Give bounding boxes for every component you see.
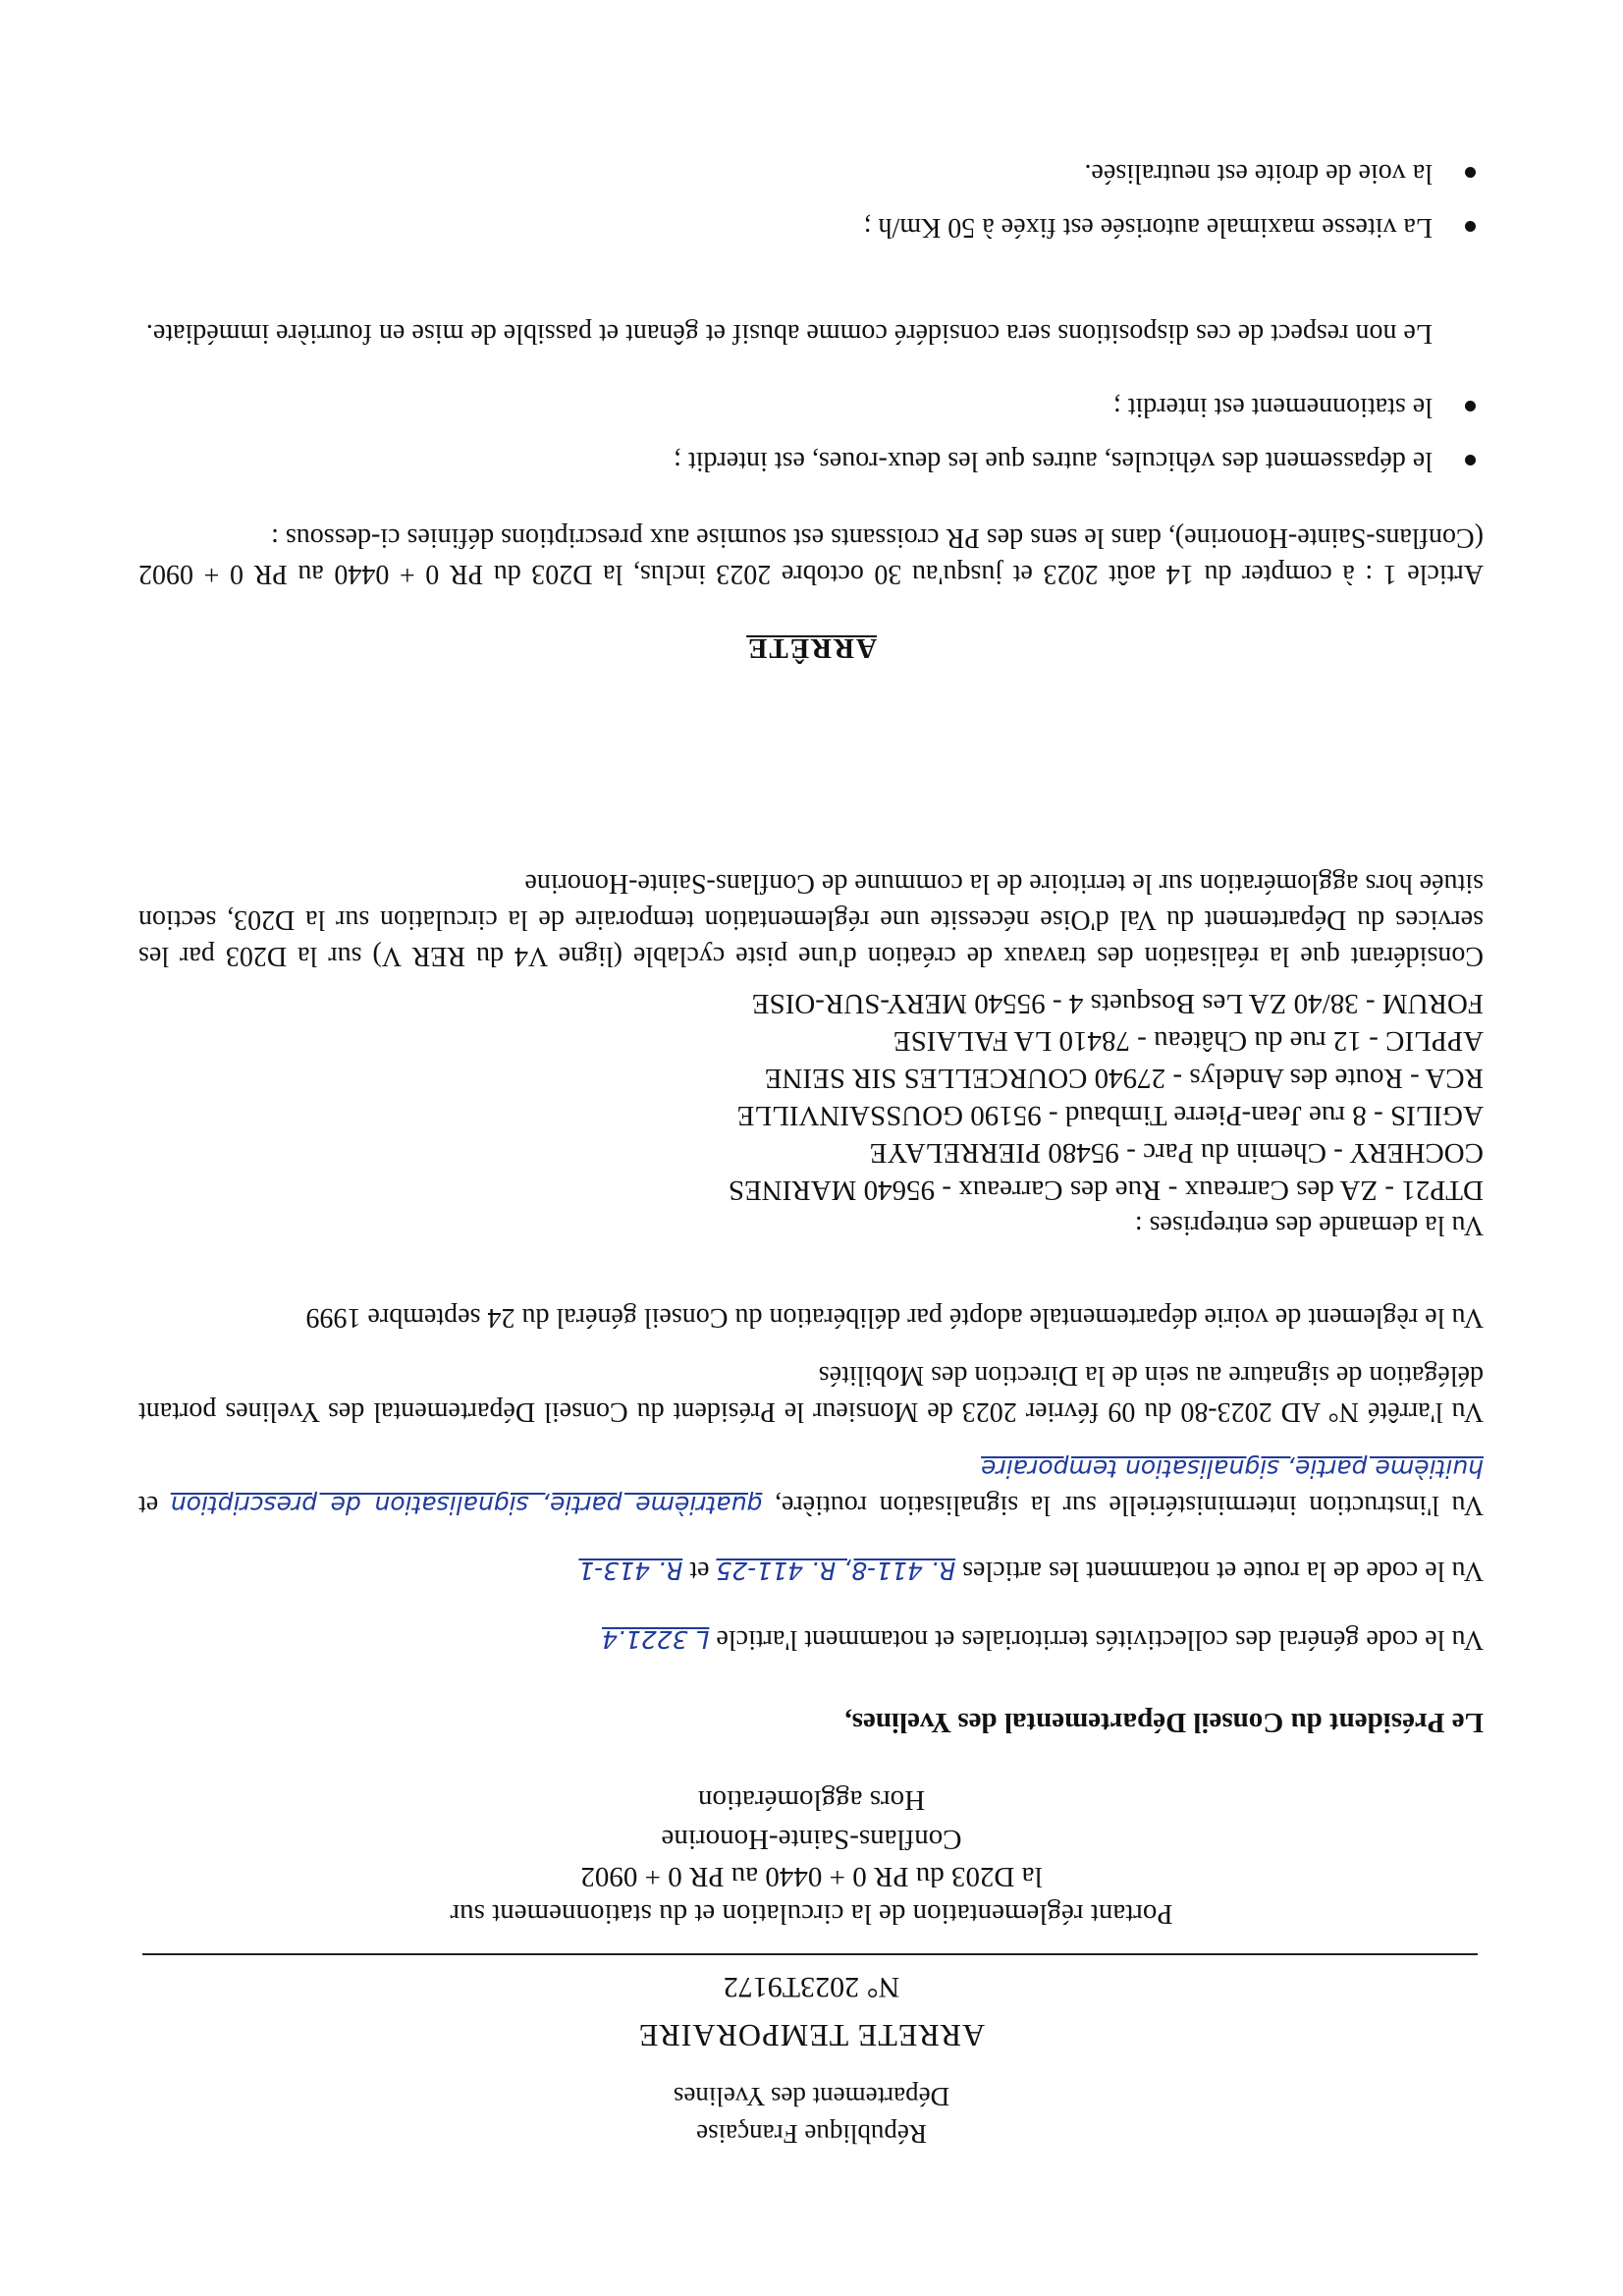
entreprise-line: APPLIC - 12 rue du Château - 78410 LA FALAISE <box>893 1025 1484 1057</box>
vu-instruction <box>138 1450 1484 1523</box>
handwritten-article-ref: L 3221.4 <box>602 1625 710 1654</box>
list-item-text: La vitesse maximale autorisée est fixée à 50 Km/h ; <box>863 212 1433 243</box>
bullet-icon <box>1465 167 1476 178</box>
vu-cgct <box>138 1621 1484 1658</box>
vu-route-text: Vu le code de la route et notamment les articles <box>955 1556 1484 1586</box>
title-line-1: Portant réglementation de la circulation et du stationnement sur <box>450 1898 1173 1930</box>
list-item-text: le dépassement des véhicules, autres que les deux-roues, est interdit ; <box>674 446 1433 476</box>
title-line-3: Conflans-Sainte-Honorine <box>661 1824 962 1855</box>
doc-type-heading: ARRETE TEMPORAIRE <box>637 2018 986 2053</box>
arrete-heading: ARRÊTE <box>746 632 877 664</box>
non-respect-paragraph: Le non respect de ces dispositions sera considéré comme abusif et gênant et passible de mise en fourrière immédiate. <box>145 318 1433 349</box>
vu-route-and: et <box>682 1556 717 1586</box>
entreprise-line: DTP21 - ZA des Carreaux - Rue des Carreaux - 95640 MARINES <box>728 1175 1484 1206</box>
entreprise-line: AGILIS - 8 rue Jean-Pierre Timbaud - 95190 GOUSSAINVILLE <box>736 1100 1484 1131</box>
entreprise-line: COCHERY - Chemin du Parc - 95480 PIERRELAYE <box>869 1137 1484 1169</box>
handwritten-article-ref-2: R. 413-1 <box>578 1557 683 1585</box>
handwritten-instruction-ref-2: huitième partie, signalisation temporaire <box>981 1454 1484 1483</box>
entreprise-line: RCA - Route des Andelys - 27940 COURCELLES SIR SEINE <box>764 1063 1484 1094</box>
president-heading: Le Président du Conseil Départemental des Yvelines, <box>844 1707 1484 1738</box>
vu-instr-and: et <box>138 1490 171 1520</box>
bullet-icon <box>1465 221 1476 232</box>
title-line-4: Hors agglomération <box>697 1784 926 1816</box>
bullet-icon <box>1465 401 1476 411</box>
header-divider <box>142 1953 1478 1955</box>
vu-cgct-text: Vu le code général des collectivités territoriales et notamment l'article <box>709 1624 1484 1655</box>
handwritten-instruction-ref-1: quatrième partie, signalisation de prescription <box>170 1491 763 1519</box>
vu-reglement-voirie: Vu le règlement de voirie départementale adopté par délibération du Conseil général du 24 septembre 1999 <box>305 1302 1484 1333</box>
republic-header: République Française <box>696 2119 927 2149</box>
list-item-text: la voie de droite est neutralisée. <box>1084 158 1433 189</box>
department-header: Département des Yvelines <box>673 2082 950 2111</box>
vu-arrete-delegation: Vu l'arrêté N° AD 2023-80 du 09 février 2023 de Monsieur le Président du Conseil Départemental des Yvelines portant délégation de signature au sein de la Direction des Mobilités <box>138 1360 1484 1427</box>
article-1: Article 1 : à compter du 14 août 2023 et jusqu'au 30 octobre 2023 inclus, la D203 du PR 0 + 0440 au PR 0 + 0902 (Conflans-Sainte-Honorine), dans le sens des PR croissants est soumise aux prescriptions définies ci-dessous : <box>138 522 1484 589</box>
list-item-text: le stationnement est interdit ; <box>1112 392 1433 422</box>
title-line-2: la D203 du PR 0 + 0440 au PR 0 + 0902 <box>580 1861 1043 1892</box>
vu-instr-text: Vu l'instruction interministérielle sur la signalisation routière, <box>762 1490 1484 1520</box>
doc-number: N° 2023T9172 <box>723 1971 900 2003</box>
bullet-icon <box>1465 455 1476 465</box>
entreprise-line: FORUM - 38/40 ZA Les Bosquets 4 - 95540 MERY-SUR-OISE <box>751 988 1484 1019</box>
considerant-paragraph: Considérant que la réalisation des travaux de création d'une piste cyclable (ligne V4 du RER V) sur la D203 par les services du Département du Val d'Oise nécessite une réglementation temporaire de la circulation sur la D203, section située hors agglomération sur le territoire de la commune de Conflans-Sainte-Honorine <box>138 868 1484 971</box>
vu-code-route <box>138 1553 1484 1589</box>
handwritten-articles-ref: R. 411-8, R. 411-25 <box>716 1557 956 1585</box>
vu-entreprises: Vu la demande des entreprises : <box>1134 1210 1484 1240</box>
